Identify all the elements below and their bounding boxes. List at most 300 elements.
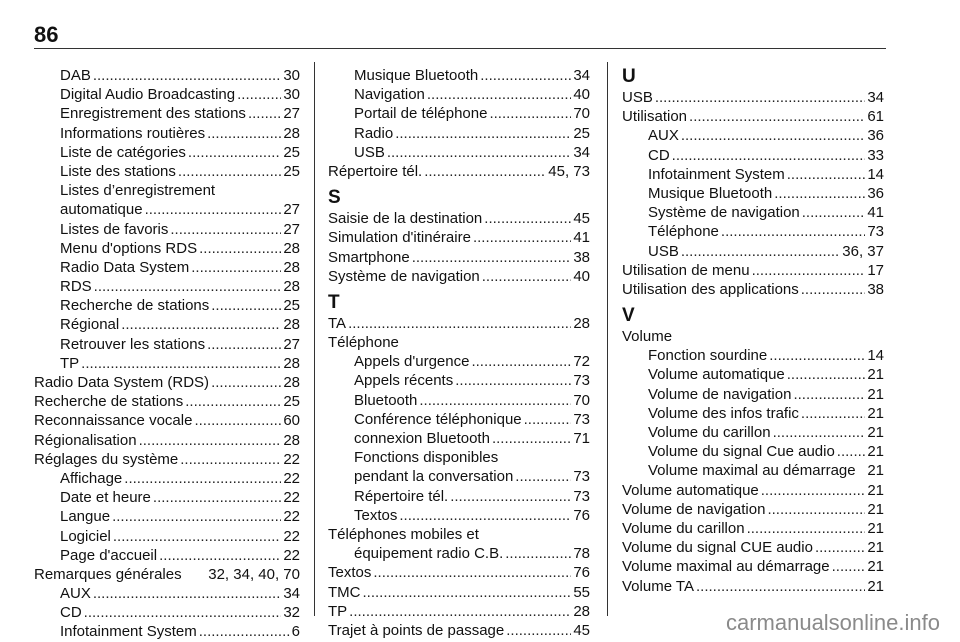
index-entry-term: Simulation d'itinéraire [328, 229, 471, 247]
index-entry-term: Volume de navigation [622, 500, 766, 518]
index-entry[interactable] [622, 146, 884, 165]
dot-leader [492, 429, 571, 448]
index-entry-label: Listes d’enregistrement [60, 182, 216, 200]
index-entry-label: Téléphones mobiles et [328, 525, 479, 543]
index-entry-term: Système de navigation [328, 267, 480, 285]
index-entry-term: TMC [328, 583, 361, 601]
index-letter-heading: S [328, 187, 341, 209]
index-entry-term: Téléphone [648, 223, 719, 241]
index-entry[interactable] [328, 104, 590, 123]
index-entry[interactable] [34, 622, 300, 641]
index-page-ref: 28 [283, 124, 300, 142]
index-entry-term: Infotainment System [648, 165, 785, 183]
index-entry[interactable] [622, 88, 884, 107]
index-entry[interactable] [34, 565, 300, 584]
index-entry-term: USB [648, 242, 679, 260]
index-page-ref: 41 [867, 204, 884, 222]
index-entry[interactable] [34, 335, 300, 354]
index-entry[interactable] [622, 557, 884, 576]
dot-leader [655, 88, 865, 107]
index-entry[interactable] [34, 239, 300, 258]
dot-leader [211, 296, 281, 315]
dot-leader [373, 563, 571, 582]
dot-leader [761, 481, 866, 500]
index-entry-term: Volume du carillon [622, 519, 745, 537]
index-page-ref: 70 [573, 391, 590, 409]
index-letter-heading: T [328, 291, 340, 313]
index-entry[interactable] [34, 354, 300, 373]
index-entry-term: Listes de favoris [60, 220, 169, 238]
index-entry-term: Radio Data System [60, 258, 190, 276]
dot-leader [681, 242, 840, 261]
index-entry-term: Page d'accueil [60, 546, 158, 564]
dot-leader [139, 431, 282, 450]
index-page-ref: 27 [283, 220, 300, 238]
index-entry-term: Saisie de la destination [328, 210, 483, 228]
index-page-ref: 28 [283, 431, 300, 449]
index-entry[interactable] [328, 621, 590, 640]
index-page-ref: 14 [867, 347, 884, 365]
index-entry[interactable] [622, 222, 884, 241]
dot-leader [672, 146, 866, 165]
dot-leader [84, 603, 282, 622]
index-column-2 [328, 66, 590, 640]
index-column-1 [34, 66, 300, 642]
index-page-ref: 36, 37 [842, 242, 884, 260]
index-entry[interactable] [622, 165, 884, 184]
index-entry[interactable] [328, 602, 590, 621]
index-page-ref: 32, 34, 40, 70 [208, 565, 300, 583]
index-page-ref: 78 [573, 545, 590, 563]
dot-leader [349, 602, 571, 621]
dot-leader [815, 538, 865, 557]
index-entry[interactable] [622, 184, 884, 203]
index-entry[interactable] [622, 280, 884, 299]
dot-leader [113, 527, 281, 546]
dot-leader [93, 66, 281, 85]
dot-leader [348, 314, 571, 333]
index-entry[interactable] [328, 209, 590, 228]
index-entry[interactable] [34, 143, 300, 162]
index-entry[interactable] [34, 488, 300, 507]
dot-leader [199, 239, 281, 258]
dot-leader [112, 507, 281, 526]
index-page-ref: 55 [573, 583, 590, 601]
index-entry[interactable] [34, 66, 300, 85]
index-page-ref: 21 [867, 443, 884, 461]
index-page-ref: 28 [283, 278, 300, 296]
index-page-ref: 25 [573, 124, 590, 142]
index-page-ref: 27 [283, 105, 300, 123]
index-entry[interactable] [34, 469, 300, 488]
index-entry-term: Volume du carillon [648, 424, 771, 441]
index-entry[interactable] [34, 431, 300, 450]
dot-leader [767, 500, 865, 519]
index-entry[interactable] [328, 487, 590, 506]
index-entry[interactable] [622, 346, 884, 365]
index-entry-term: équipement radio C.B. [354, 545, 504, 563]
dot-leader [801, 404, 865, 423]
index-letter-heading: V [622, 305, 635, 327]
index-entry[interactable] [34, 220, 300, 239]
index-page-ref: 25 [283, 393, 300, 411]
index-entry[interactable] [34, 507, 300, 526]
page-number: 86 [34, 22, 59, 47]
index-entry-term: Régionalisation [34, 431, 137, 449]
index-entry-term: Recherche de stations [34, 393, 184, 411]
index-entry-label: Téléphone [328, 334, 399, 352]
index-page-ref: 34 [283, 585, 300, 603]
column-divider [607, 62, 608, 616]
index-entry-term: connexion Bluetooth [354, 430, 490, 447]
index-page-ref: 34 [573, 143, 590, 161]
dot-leader [787, 365, 866, 384]
index-entry-term: Remarques générales [34, 565, 182, 583]
index-page-ref: 21 [867, 577, 884, 595]
index-page-ref: 41 [573, 229, 590, 247]
index-entry-term: Date et heure [60, 489, 151, 507]
dot-leader [747, 519, 866, 538]
index-page-ref: 25 [283, 297, 300, 315]
index-entry[interactable] [34, 546, 300, 565]
index-page-ref: 21 [867, 519, 884, 537]
index-page-ref: 60 [283, 412, 300, 430]
dot-leader [191, 258, 281, 277]
index-entry[interactable] [328, 248, 590, 267]
dot-leader [489, 104, 571, 123]
index-page-ref: 22 [283, 489, 300, 507]
index-page-ref: 36 [867, 127, 884, 145]
index-entry[interactable] [34, 258, 300, 277]
dot-leader [395, 124, 571, 143]
index-entry[interactable] [622, 423, 884, 442]
index-entry[interactable] [622, 126, 884, 145]
index-page-ref: 40 [573, 267, 590, 285]
index-page-ref: 25 [283, 143, 300, 161]
column-divider [314, 62, 315, 616]
index-page-ref: 21 [867, 558, 884, 576]
index-page-ref: 40 [573, 86, 590, 104]
index-page-ref: 76 [573, 506, 590, 524]
index-entry[interactable] [328, 371, 590, 390]
index-page-ref: 6 [291, 623, 300, 641]
index-entry-term: AUX [60, 585, 91, 603]
index-entry-term: Langue [60, 508, 111, 526]
index-entry[interactable] [328, 228, 590, 247]
index-entry[interactable] [328, 506, 590, 525]
dot-leader [159, 546, 281, 565]
index-page-ref: 73 [573, 372, 590, 390]
index-entry-term: Smartphone [328, 248, 410, 266]
dot-leader [681, 126, 865, 145]
index-entry-term: Volume des infos trafic [648, 404, 799, 422]
index-page-ref: 17 [867, 261, 884, 279]
dot-leader [81, 354, 281, 373]
dot-leader [124, 469, 281, 488]
index-entry[interactable] [622, 577, 884, 596]
index-entry[interactable] [328, 391, 590, 410]
dot-leader [419, 391, 571, 410]
index-entry-term: Conférence téléphonique [354, 410, 522, 428]
index-page-ref: 14 [867, 165, 884, 183]
index-page-ref: 21 [867, 385, 884, 403]
index-entry-term: Musique Bluetooth [354, 67, 479, 84]
index-entry-term: Retrouver les stations [60, 335, 206, 353]
index-entry-term: Portail de téléphone [354, 105, 488, 123]
index-entry-term: Réglages du système [34, 450, 179, 468]
index-page-ref: 28 [573, 314, 590, 332]
dot-leader [170, 220, 281, 239]
header-rule [34, 48, 886, 49]
index-entry[interactable] [622, 203, 884, 222]
index-entry-term: RDS [60, 278, 92, 296]
index-entry-term: Volume du signal CUE audio [622, 539, 813, 557]
dot-leader [482, 267, 572, 286]
dot-leader [207, 335, 281, 354]
index-entry[interactable] [34, 392, 300, 411]
index-page-ref: 32 [283, 604, 300, 622]
dot-leader [773, 423, 866, 442]
index-entry-term: Appels d'urgence [354, 353, 470, 371]
index-entry-term: Radio Data System (RDS) [34, 374, 210, 391]
index-entry[interactable] [328, 429, 590, 448]
index-page-ref: 33 [867, 146, 884, 164]
index-page-ref: 22 [283, 450, 300, 468]
index-entry[interactable] [622, 442, 884, 461]
dot-leader [774, 184, 865, 203]
dot-leader [180, 450, 281, 469]
index-entry[interactable] [622, 481, 884, 500]
index-entry[interactable] [622, 365, 884, 384]
index-entry-term: Volume du signal Cue audio [648, 443, 835, 461]
index-entry-term: TP [60, 354, 80, 372]
dot-leader [427, 85, 571, 104]
index-entry[interactable] [34, 124, 300, 143]
index-entry[interactable] [34, 411, 300, 430]
dot-leader [473, 228, 571, 247]
dot-leader [484, 209, 571, 228]
index-page-ref: 73 [573, 468, 590, 486]
index-entry-term: automatique [60, 201, 143, 219]
dot-leader [207, 124, 281, 143]
dot-leader [455, 371, 571, 390]
dot-leader [801, 280, 866, 299]
dot-leader [832, 557, 866, 576]
index-entry[interactable] [328, 583, 590, 602]
index-entry-term: Bluetooth [354, 391, 418, 409]
index-entry[interactable] [34, 373, 300, 392]
dot-leader [769, 346, 865, 365]
dot-leader [515, 467, 571, 486]
index-entry[interactable] [622, 500, 884, 519]
index-entry-term: Volume TA [622, 577, 694, 595]
dot-leader [696, 577, 865, 596]
index-entry[interactable] [622, 107, 884, 126]
index-entry[interactable] [34, 104, 300, 123]
index-entry[interactable] [34, 200, 300, 219]
dot-leader [363, 583, 572, 602]
index-page-ref: 73 [573, 487, 590, 505]
index-entry-term: Digital Audio Broadcasting [60, 86, 236, 104]
index-entry[interactable] [34, 603, 300, 622]
index-entry-term: Affichage [60, 469, 123, 487]
index-entry[interactable] [328, 467, 590, 486]
index-entry[interactable] [34, 450, 300, 469]
dot-leader [188, 143, 281, 162]
dot-leader [93, 584, 281, 603]
index-entry-term: CD [648, 146, 670, 164]
index-entry-term: Volume automatique [648, 366, 785, 384]
index-page-ref: 45 [573, 621, 590, 639]
index-page-ref: 21 [867, 404, 884, 422]
index-page-ref: 22 [283, 469, 300, 487]
index-entry[interactable] [622, 242, 884, 261]
index-page-ref: 34 [573, 67, 590, 84]
index-entry-term: Liste des stations [60, 162, 176, 180]
index-page-ref: 22 [283, 508, 300, 526]
dot-leader [837, 442, 866, 461]
index-entry[interactable] [34, 296, 300, 315]
index-entry[interactable] [328, 410, 590, 429]
dot-leader [721, 222, 865, 241]
index-entry[interactable] [622, 461, 884, 480]
index-entry-term: Fonction sourdine [648, 347, 768, 365]
index-entry[interactable] [622, 519, 884, 538]
index-entry-term: Textos [354, 506, 398, 524]
dot-leader [211, 373, 281, 392]
index-entry[interactable] [622, 404, 884, 423]
index-entry-term: Musique Bluetooth [648, 184, 773, 202]
dot-leader [185, 392, 281, 411]
index-entry-term: Textos [328, 564, 372, 582]
index-entry[interactable] [328, 162, 590, 181]
index-entry-term: Volume maximal au démarrage [622, 558, 830, 576]
index-entry[interactable] [622, 261, 884, 280]
index-entry[interactable] [34, 85, 300, 104]
watermark: carmanualsonline.info [725, 610, 940, 635]
index-entry-term: Reconnaissance vocale [34, 412, 193, 430]
dot-leader [752, 261, 866, 280]
index-entry-term: Trajet à points de passage [328, 621, 505, 639]
index-entry[interactable] [328, 124, 590, 143]
index-entry[interactable] [328, 66, 590, 85]
index-entry-term: pendant la conversation [354, 468, 514, 486]
index-entry[interactable] [328, 85, 590, 104]
index-entry-term: Infotainment System [60, 623, 197, 641]
index-entry-term: Utilisation de menu [622, 261, 750, 279]
index-page-ref: 21 [867, 481, 884, 499]
index-page-ref: 21 [867, 462, 884, 480]
dot-leader [793, 385, 865, 404]
index-page-ref: 76 [573, 564, 590, 582]
index-entry-label: Fonctions disponibles [354, 449, 499, 467]
dot-leader [689, 107, 865, 126]
index-page-ref: 72 [573, 353, 590, 371]
index-page-ref: 30 [283, 86, 300, 104]
dot-leader [145, 200, 282, 219]
index-entry[interactable] [328, 352, 590, 371]
index-page-ref: 25 [283, 162, 300, 180]
index-entry-term: CD [60, 604, 82, 622]
index-page-ref: 28 [283, 354, 300, 372]
index-entry-term: Utilisation des applications [622, 280, 799, 298]
index-page-ref: 73 [573, 410, 590, 428]
dot-leader [450, 487, 571, 506]
index-entry[interactable] [34, 162, 300, 181]
index-entry-term: Navigation [354, 86, 425, 104]
index-entry-label: Volume [622, 328, 673, 346]
dot-leader [505, 544, 571, 563]
index-entry-term: Système de navigation [648, 204, 800, 222]
index-page-ref: 22 [283, 527, 300, 545]
index-entry-term: USB [354, 143, 385, 161]
index-entry-term: Liste de catégories [60, 143, 186, 161]
index-entry[interactable] [328, 563, 590, 582]
index-page-ref: 27 [283, 335, 300, 353]
dot-leader [480, 66, 571, 85]
index-page-ref: 22 [283, 546, 300, 564]
index-entry-term: Informations routières [60, 124, 206, 142]
index-entry[interactable] [622, 538, 884, 557]
index-entry[interactable] [622, 385, 884, 404]
dot-leader [399, 506, 571, 525]
dot-leader [506, 621, 571, 640]
index-entry-term: Régional [60, 316, 120, 334]
index-page-ref: 30 [283, 67, 300, 84]
index-page-ref: 73 [867, 223, 884, 241]
index-entry[interactable] [34, 584, 300, 603]
index-letter-heading: U [622, 66, 636, 87]
index-entry-term: Recherche de stations [60, 297, 210, 315]
index-entry[interactable] [328, 314, 590, 333]
dot-leader [199, 622, 290, 641]
index-page-ref: 28 [573, 602, 590, 620]
dot-leader [387, 143, 571, 162]
index-entry[interactable] [328, 544, 590, 563]
index-page-ref: 28 [283, 258, 300, 276]
dot-leader [178, 162, 281, 181]
index-entry[interactable] [328, 267, 590, 286]
index-entry-term: Logiciel [60, 527, 111, 545]
index-page-ref: 71 [573, 430, 590, 447]
dot-leader [524, 410, 572, 429]
index-page-ref: 61 [867, 108, 884, 126]
index-page-ref: 28 [283, 239, 300, 257]
index-page-ref: 21 [867, 539, 884, 557]
index-page-ref: 21 [867, 500, 884, 518]
index-entry-term: Volume automatique [622, 481, 759, 499]
index-entry[interactable] [34, 277, 300, 296]
index-entry[interactable] [34, 315, 300, 334]
index-page-ref: 21 [867, 424, 884, 441]
index-entry-term: Appels récents [354, 372, 454, 390]
index-entry-term: AUX [648, 127, 679, 145]
index-page-ref: 36 [867, 184, 884, 202]
dot-leader [424, 162, 546, 181]
index-column-3 [622, 66, 884, 596]
index-entry-term: TP [328, 602, 348, 620]
index-page-ref: 70 [573, 105, 590, 123]
index-entry[interactable] [328, 143, 590, 162]
index-entry[interactable] [34, 527, 300, 546]
index-page-ref: 28 [283, 374, 300, 391]
index-entry-term: Volume de navigation [648, 385, 792, 403]
dot-leader [787, 165, 866, 184]
index-page-ref: 27 [283, 201, 300, 219]
index-entry-term: DAB [60, 67, 91, 84]
index-page-ref: 28 [283, 316, 300, 334]
index-page-ref: 34 [867, 89, 884, 106]
